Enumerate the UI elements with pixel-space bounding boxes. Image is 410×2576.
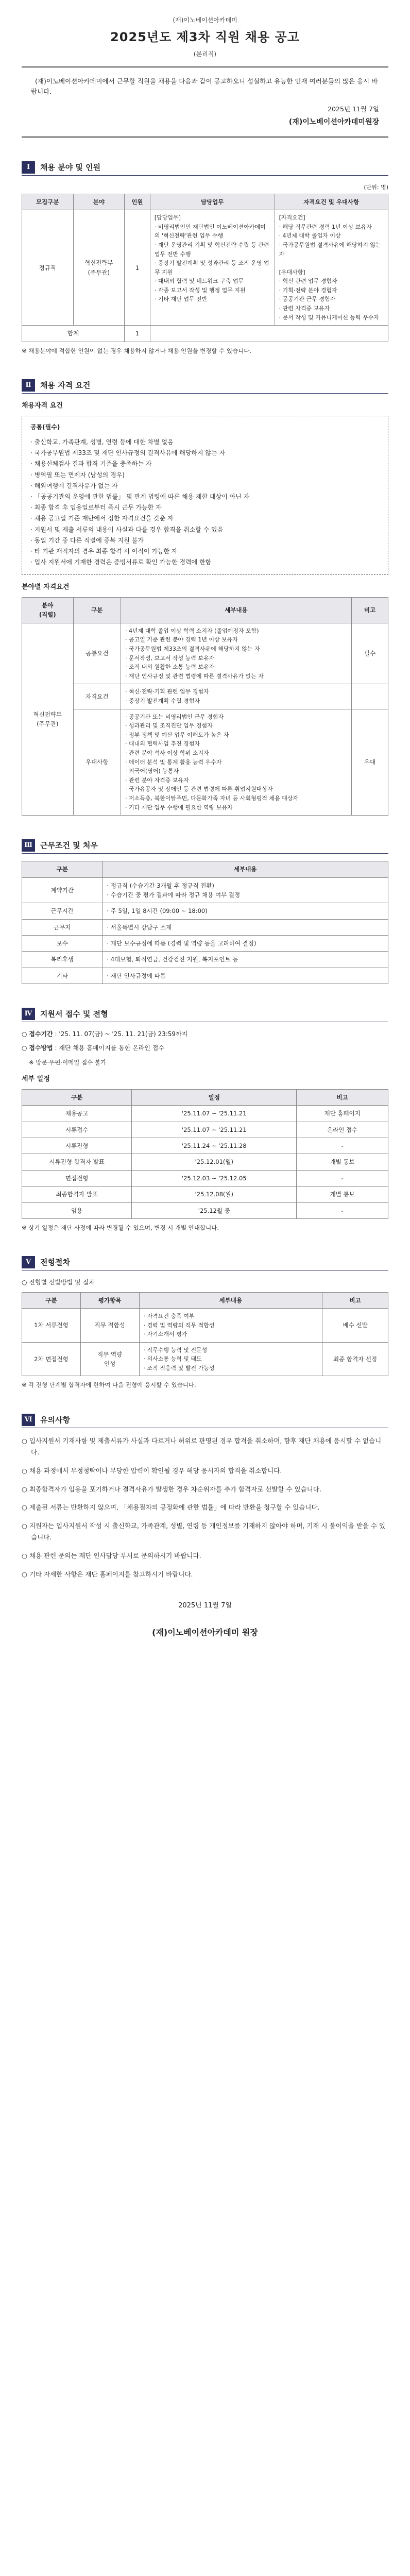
list-item: · 해외여행에 결격사유가 없는 자	[30, 482, 118, 489]
field-type: 우대사항	[73, 709, 121, 816]
basic-qualifications-list	[30, 437, 380, 567]
caution-item: ○ 제출된 서류는 반환하지 않으며, 「채용절차의 공정화에 관한 법률」에 따라 반환을 청구할 수 있습니다.	[22, 1503, 320, 1512]
section-title: 지원서 접수 및 전형	[40, 1009, 108, 1019]
schedule-step: 면접전형	[22, 1170, 132, 1186]
table-row	[22, 1170, 388, 1186]
col-header: 구분	[22, 1292, 81, 1308]
period-label: 접수기간	[29, 1030, 53, 1038]
schedule-step: 임용	[22, 1202, 132, 1218]
section-2-header	[22, 379, 388, 394]
caution-item: ○ 채용 관련 문의는 재단 인사담당 부서로 문의하시기 바랍니다.	[22, 1552, 201, 1560]
footer-signature: (재)이노베이션아카데미 원장	[152, 1627, 258, 1637]
schedule-date: '25.12.03 ~ '25.12.05	[132, 1170, 297, 1186]
col-header: 인원	[125, 194, 150, 210]
total-label: 합계	[22, 326, 125, 342]
org-name: (재)이노베이션아카데미	[173, 16, 237, 24]
section-number: Ⅲ	[22, 839, 35, 852]
list-item: · 최종 합격 후 임용일로부터 즉시 근무 가능한 자	[30, 504, 162, 512]
col-header: 비고	[297, 1089, 388, 1105]
list-item: · 타 기관 재직자의 경우 최종 합격 시 이직이 가능한 자	[30, 547, 178, 555]
list-item: · 출신학교, 가족관계, 성별, 연령 등에 대한 차별 없음	[30, 438, 174, 446]
schedule-date: '25.11.07 ~ '25.11.21	[132, 1106, 297, 1122]
col-header: 세부내용	[102, 861, 388, 877]
section-title: 채용 자격 요건	[40, 381, 91, 391]
process-detail: · 직무수행 능력 및 전문성 · 의사소통 능력 및 태도 · 조직 적응력 및 발전 가능성	[139, 1342, 322, 1376]
condition-value: · 주 5일, 1일 8시간 (09:00 ~ 18:00)	[102, 903, 388, 919]
table-row	[22, 1154, 388, 1170]
position-count: 1	[125, 210, 150, 326]
schedule-date: '25.12.01(월)	[132, 1154, 297, 1170]
table-row	[22, 1342, 388, 1376]
process-step: 2차 면접전형	[22, 1342, 81, 1376]
section-4-header	[22, 1008, 388, 1022]
list-item: · 국가공무원법 제33조 및 재단 인사규정의 결격사유에 해당하지 않는 자	[30, 449, 225, 457]
process-step: 1차 서류전형	[22, 1308, 81, 1342]
schedule-note: 온라인 접수	[297, 1122, 388, 1138]
table-row	[22, 1187, 388, 1202]
table-row	[22, 903, 388, 919]
notice-subtitle: (분리직)	[193, 50, 217, 58]
section-1-header	[22, 161, 388, 176]
schedule-step: 최종합격자 발표	[22, 1187, 132, 1202]
subsection-title: 채용자격 요건	[22, 402, 63, 410]
section-number: Ⅴ	[22, 1256, 35, 1268]
field-type: 공통요건	[73, 623, 121, 684]
table-row	[22, 919, 388, 935]
table-row	[22, 1106, 388, 1122]
schedule-note: -	[297, 1170, 388, 1186]
position-qualifications: [자격요건] · 해당 직무관련 경력 1년 이상 보유자 · 4년제 대학 졸업자 이상 · 국가공무원법 결격사유에 해당하지 않는 자 [우대사항] · 혁신 관련 업무 경험자 · 기획·전략 분야 경험자 · 공공기관 근무 경험자 · 관련 자격증 보유자 · 문서 작성 및 커뮤니케이션 능력 우수자	[275, 210, 388, 326]
positions-note: ※ 채용분야에 적합한 인원이 없는 경우 채용하지 않거나 채용 인원을 변경할 수 있습니다.	[22, 347, 251, 354]
caution-item: ○ 채용 과정에서 부정청탁이나 부당한 압력이 확인될 경우 해당 응시자의 합격을 취소합니다.	[22, 1466, 282, 1475]
section-number: Ⅱ	[22, 379, 35, 392]
caution-item: ○ 입사지원서 기재사항 및 제출서류가 사실과 다르거나 허위로 판명된 경우 합격을 취소하며, 향후 재단 채용에 응시할 수 없습니다.	[22, 1436, 382, 1456]
condition-value: · 서울특별시 강남구 소재	[102, 919, 388, 935]
col-header: 분야 (직렬)	[22, 598, 74, 623]
field-note: 필수	[351, 623, 388, 684]
table-row	[22, 1122, 388, 1138]
col-header: 세부내용	[121, 598, 351, 623]
schedule-date: '25.11.07 ~ '25.11.21	[132, 1122, 297, 1138]
table-row	[22, 1138, 388, 1154]
list-item: · 입사 지원서에 기재한 경력은 증빙서류로 확인 가능한 경력에 한함	[30, 558, 212, 566]
list-item: · 채용 공고일 기준 재단에서 정한 자격요건을 갖춘 자	[30, 515, 174, 522]
process-table	[22, 1292, 388, 1377]
caution-item: ○ 기타 자세한 사항은 재단 홈페이지를 참고하시기 바랍니다.	[22, 1570, 193, 1578]
method-label: 접수방법	[29, 1044, 53, 1052]
table-row	[22, 936, 388, 952]
process-detail: · 자격요건 충족 여부 · 경력 및 역량의 직무 적합성 · 자기소개서 평가	[139, 1308, 322, 1342]
schedule-date: '25.11.24 ~ '25.11.28	[132, 1138, 297, 1154]
condition-key: 근무지	[22, 919, 102, 935]
intro-signature: (재)이노베이션아카데미원장	[288, 117, 379, 126]
section-title: 전형절차	[40, 1258, 70, 1267]
field-note	[351, 684, 388, 709]
notice-title: 2025년도 제3차 직원 채용 공고	[110, 30, 300, 45]
col-header: 구분	[22, 1089, 132, 1105]
section-3-header	[22, 839, 388, 854]
table-row	[22, 623, 388, 684]
field-detail: · 혁신·전략·기획 관련 업무 경험자 · 중장기 발전계획 수립 경험자	[121, 684, 351, 709]
condition-key: 계약기간	[22, 877, 102, 903]
total-count: 1	[125, 326, 150, 342]
col-header: 세부내용	[139, 1292, 322, 1308]
section-number: Ⅰ	[22, 161, 35, 174]
schedule-table	[22, 1089, 388, 1219]
section-5-header	[22, 1256, 388, 1270]
caution-item: ○ 지원자는 입사지원서 작성 시 출신학교, 가족관계, 성별, 연령 등 개인정보를 기재하지 않아야 하며, 기재 시 불이익을 받을 수 있습니다.	[22, 1522, 386, 1541]
col-header: 구분	[22, 861, 102, 877]
section-title: 채용 분야 및 인원	[40, 163, 101, 173]
field-detail: · 4년제 대학 졸업 이상 학력 소지자 (졸업예정자 포함) · 공고일 기준 관련 분야 경력 1년 이상 보유자 · 국가공무원법 제33조의 결격사유에 해당하지 않는 자 · 문서작성, 보고서 작성 능력 보유자 · 조직 내외 원활한 소통 능력 보유자 · 재단 인사규정 및 관련 법령에 따른 결격사유가 없는 자	[121, 623, 351, 684]
footer-date: 2025년 11월 7일	[178, 1601, 232, 1609]
schedule-step: 서류전형	[22, 1138, 132, 1154]
condition-key: 기타	[22, 968, 102, 984]
field-name: 혁신전략부 (주무관)	[22, 623, 74, 815]
schedule-step: 서류전형 합격자 발표	[22, 1154, 132, 1170]
col-header: 평가항목	[80, 1292, 139, 1308]
condition-key: 근무시간	[22, 903, 102, 919]
process-note: ※ 각 전형 단계별 합격자에 한하여 다음 전형에 응시할 수 있습니다.	[22, 1381, 196, 1389]
schedule-note: -	[297, 1138, 388, 1154]
conditions-table	[22, 861, 388, 984]
condition-value: · 정규직 (수습기간 3개월 후 정규직 전환) · 수습기간 중 평가 결과에 따라 정규 채용 여부 결정	[102, 877, 388, 903]
table-row	[22, 1202, 388, 1218]
table-row	[22, 709, 388, 816]
position-field: 혁신전략부 (주무관)	[73, 210, 125, 326]
col-header: 비고	[322, 1292, 388, 1308]
application-period: ○ 접수기간 : '25. 11. 07(금) ~ '25. 11. 21(금) 23:59까지	[22, 1030, 188, 1038]
unit-label: (단위: 명)	[364, 184, 388, 191]
subsection-title: 분야별 자격요건	[22, 583, 70, 591]
position-category: 정규직	[22, 210, 74, 326]
basic-qualifications-box	[22, 416, 388, 575]
list-item: · 지원서 및 제출 서류의 내용이 사실과 다를 경우 합격을 취소할 수 있음	[30, 526, 224, 533]
process-item: 직무 역량 인성	[80, 1342, 139, 1376]
condition-key: 복리후생	[22, 952, 102, 968]
application-info	[22, 1029, 388, 1067]
col-header: 분야	[73, 194, 125, 210]
schedule-note: ※ 상기 일정은 재단 사정에 따라 변경될 수 있으며, 변경 시 개별 안내합니다.	[22, 1224, 219, 1231]
col-header: 비고	[351, 598, 388, 623]
table-row	[22, 1308, 388, 1342]
col-header: 자격요건 및 우대사항	[275, 194, 388, 210]
process-intro: ○ 전형별 선발방법 및 절차	[22, 1279, 95, 1286]
process-note: 배수 선발	[322, 1308, 388, 1342]
schedule-step: 채용공고	[22, 1106, 132, 1122]
table-row	[22, 210, 388, 326]
col-header: 구분	[73, 598, 121, 623]
schedule-step: 서류접수	[22, 1122, 132, 1138]
application-method: ○ 접수방법 : 재단 채용 홈페이지를 통한 온라인 접수	[22, 1044, 164, 1052]
field-note: 우대	[351, 709, 388, 816]
caution-item: ○ 최종합격자가 임용을 포기하거나 결격사유가 발생한 경우 차순위자를 추가 합격자로 선발할 수 있습니다.	[22, 1485, 321, 1493]
list-item: · 채용신체검사 결과 합격 기준을 충족하는 자	[30, 460, 152, 468]
section-number: Ⅵ	[22, 1414, 35, 1426]
schedule-note: 개별 통보	[297, 1154, 388, 1170]
condition-value: · 재단 보수규정에 따름 (경력 및 역량 등을 고려하여 결정)	[102, 936, 388, 952]
field-qualifications-table	[22, 597, 388, 816]
col-header: 담당업무	[150, 194, 275, 210]
section-number: Ⅳ	[22, 1008, 35, 1020]
field-type: 자격요건	[73, 684, 121, 709]
table-row	[22, 968, 388, 984]
method-value: 재단 채용 홈페이지를 통한 온라인 접수	[59, 1044, 164, 1052]
list-item: · 「공공기관의 운영에 관한 법률」 및 관계 법령에 따른 채용 제한 대상이 아닌 자	[30, 493, 250, 500]
table-row	[22, 952, 388, 968]
process-item: 직무 적합성	[80, 1308, 139, 1342]
intro-box	[22, 66, 388, 138]
caution-list	[22, 1435, 388, 1580]
list-item: · 동일 기간 중 다른 직렬에 중복 지원 불가	[30, 536, 144, 544]
condition-value: · 4대보험, 퇴직연금, 건강검진 지원, 복지포인트 등	[102, 952, 388, 968]
section-title: 근무조건 및 처우	[40, 841, 98, 851]
schedule-date: '25.12.08(월)	[132, 1187, 297, 1202]
position-duties: [담당업무] · 비영리법인인 재단법인 이노베이션아카데미의 '혁신전략'관련 업무 수행 · 재단 운영관리 기획 및 혁신전략 수립 등 관련업무 전반 수행 · 중장기 발전계획 및 성과관리 등 조직 운영 업무 지원 · 대내외 협력 및 네트워크 구축 업무 · 각종 보고서 작성 및 행정 업무 지원 · 기타 재단 업무 전반	[150, 210, 275, 326]
condition-value: · 재단 인사규정에 따름	[102, 968, 388, 984]
box-title: 공통(필수)	[30, 423, 60, 431]
schedule-note: 개별 통보	[297, 1187, 388, 1202]
method-note: ※ 방문·우편·이메일 접수 불가	[29, 1058, 107, 1066]
schedule-note: -	[297, 1202, 388, 1218]
period-value: '25. 11. 07(금) ~ '25. 11. 21(금) 23:59까지	[59, 1030, 188, 1038]
list-item: · 병역필 또는 면제자 (남성의 경우)	[30, 471, 125, 479]
schedule-note: 재단 홈페이지	[297, 1106, 388, 1122]
positions-table	[22, 194, 388, 342]
table-row	[22, 326, 388, 342]
schedule-title: 세부 일정	[22, 1075, 50, 1083]
section-title: 유의사항	[40, 1415, 70, 1425]
section-6-header	[22, 1414, 388, 1428]
col-header: 일정	[132, 1089, 297, 1105]
process-note: 최종 합격자 선정	[322, 1342, 388, 1376]
table-row	[22, 877, 388, 903]
schedule-date: '25.12월 중	[132, 1202, 297, 1218]
field-detail: · 공공기관 또는 비영리법인 근무 경험자 · 성과관리 및 조직진단 업무 경험자 · 정부 정책 및 예산 업무 이해도가 높은 자 · 대내외 협력사업 추진 경험자 · 관련 분야 석사 이상 학위 소지자 · 데이터 분석 및 통계 활용 능력 우수자 · 외국어(영어) 능통자 · 관련 분야 자격증 보유자 · 국가유공자 및 장애인 등 관련 법령에 따른 취업지원대상자 · 저소득층, 북한이탈주민, 다문화가족 자녀 등 사회형평적 채용 대상자 · 기타 재단 업무 수행에 필요한 역량 보유자	[121, 709, 351, 816]
intro-date: 2025년 11월 7일	[328, 105, 379, 113]
condition-key: 보수	[22, 936, 102, 952]
col-header: 모집구분	[22, 194, 74, 210]
intro-text: (재)이노베이션아카데미에서 근무할 직원을 채용을 다음과 같이 공고하오니 성실하고 유능한 인재 여러분들의 많은 응시 바랍니다.	[31, 77, 378, 95]
table-row	[22, 684, 388, 709]
